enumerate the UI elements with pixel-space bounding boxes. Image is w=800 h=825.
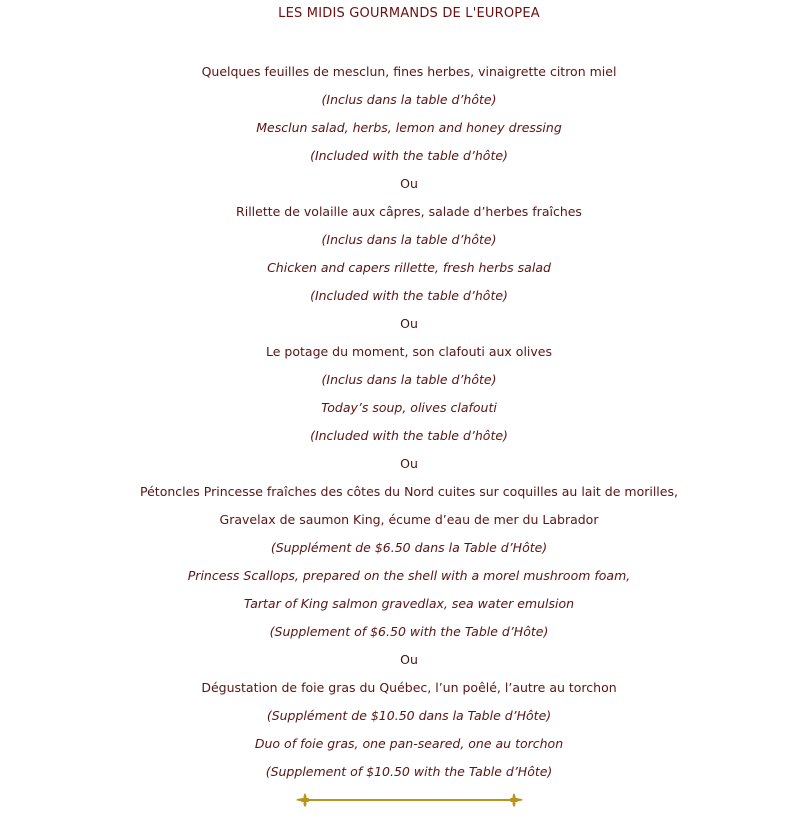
menu-line: (Included with the table d’hôte) xyxy=(310,148,508,163)
menu-line: Quelques feuilles de mesclun, fines herbes, vinaigrette citron miel xyxy=(201,64,617,79)
menu-line: Today’s soup, olives clafouti xyxy=(321,400,497,415)
menu-line: Gravelax de saumon King, écume d’eau de mer du Labrador xyxy=(219,512,599,527)
separator-ou: Ou xyxy=(400,176,418,191)
fleur-de-lis-divider-icon xyxy=(293,790,526,810)
menu-line: Duo of foie gras, one pan-seared, one au torchon xyxy=(254,736,564,751)
menu-line: (Included with the table d’hôte) xyxy=(310,288,508,303)
menu-line: (Supplément de $10.50 dans la Table d’Hôte) xyxy=(266,708,552,723)
menu-line: Le potage du moment, son clafouti aux olives xyxy=(266,344,552,359)
page-title: LES MIDIS GOURMANDS DE L'EUROPEA xyxy=(278,6,540,21)
menu-line: (Supplement of $10.50 with the Table d’Hôte) xyxy=(265,764,553,779)
menu-line: (Supplément de $6.50 dans la Table d’Hôte) xyxy=(270,540,548,555)
menu-line: (Inclus dans la table d’hôte) xyxy=(321,232,497,247)
menu-line: (Inclus dans la table d’hôte) xyxy=(321,92,497,107)
menu-line: Dégustation de foie gras du Québec, l’un poêlé, l’autre au torchon xyxy=(201,680,617,695)
menu-line: Chicken and capers rillette, fresh herbs salad xyxy=(267,260,551,275)
separator-ou: Ou xyxy=(400,316,418,331)
menu-line: Rillette de volaille aux câpres, salade d’herbes fraîches xyxy=(236,204,582,219)
menu-line: Princess Scallops, prepared on the shell with a morel mushroom foam, xyxy=(187,568,631,583)
menu-list xyxy=(0,63,800,791)
separator-ou: Ou xyxy=(400,652,418,667)
menu-line: Pétoncles Princesse fraîches des côtes du Nord cuites sur coquilles au lait de morilles, xyxy=(140,484,678,499)
menu-line: Tartar of King salmon gravedlax, sea water emulsion xyxy=(243,596,575,611)
separator-ou: Ou xyxy=(400,456,418,471)
menu-line: (Inclus dans la table d’hôte) xyxy=(321,372,497,387)
menu-line: (Included with the table d’hôte) xyxy=(310,428,508,443)
menu-line: Mesclun salad, herbs, lemon and honey dressing xyxy=(256,120,562,135)
menu-line: (Supplement of $6.50 with the Table d’Hôte) xyxy=(269,624,549,639)
